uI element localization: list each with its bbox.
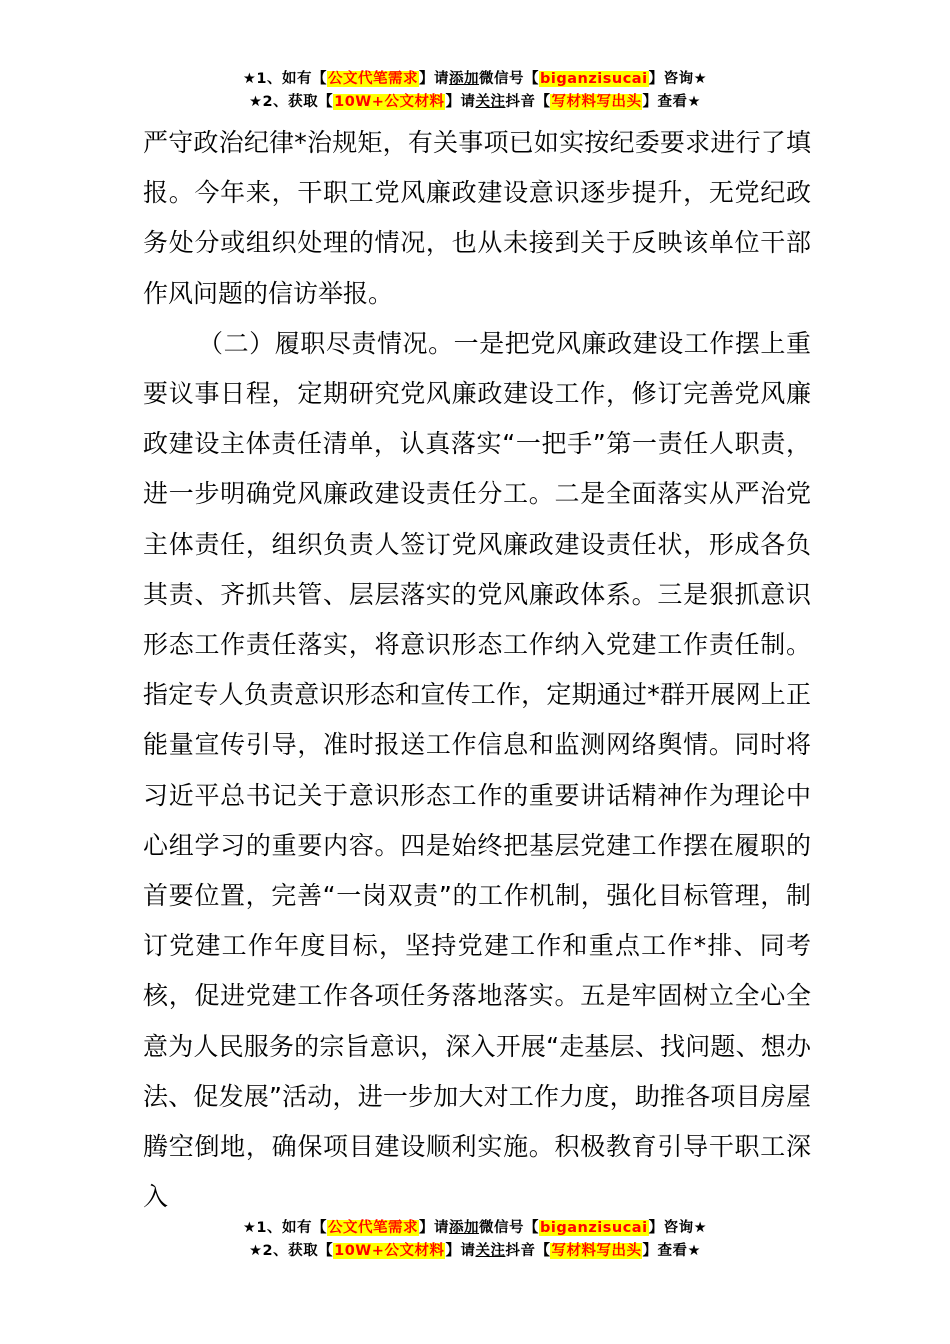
banner-highlight: 写材料写出头 (551, 94, 642, 110)
banner-text: 关注 (475, 94, 506, 110)
banner-text: 】请 (445, 1243, 476, 1259)
banner-text: 】请 (419, 71, 450, 87)
banner-text: ★2、获取【 (249, 94, 334, 110)
banner-text: 】咨询★ (648, 71, 708, 87)
banner-highlight: 10W+公文材料 (334, 1243, 445, 1259)
banner-line-2 (0, 91, 950, 114)
banner-text: 关注 (475, 1243, 506, 1259)
banner-text: 微信号【 (479, 71, 540, 87)
footer-banner (0, 1217, 950, 1263)
banner-highlight: 公文代笔需求 (328, 71, 419, 87)
banner-text: 】查看★ (642, 1243, 701, 1259)
banner-text: 抖音【 (505, 1243, 551, 1259)
banner-text: ★1、如有【 (242, 1220, 328, 1236)
banner-text: ★2、获取【 (249, 1243, 334, 1259)
header-banner (0, 68, 950, 114)
banner-line-1 (0, 1217, 950, 1240)
paragraph-1: 严守政治纪律*治规矩，有关事项已如实按纪委要求进行了填报。今年来，干职工党风廉政建设意识逐步提升，无党纪政务处分或组织处理的情况，也从未接到关于反映该单位干部作风问题的信访举报。 (143, 128, 811, 308)
banner-line-1 (0, 68, 950, 91)
banner-text: 】查看★ (642, 94, 701, 110)
banner-highlight: biganzisucai (540, 71, 648, 87)
banner-highlight: 公文代笔需求 (328, 1220, 419, 1236)
banner-text: 添加 (449, 1220, 480, 1236)
banner-text: 】咨询★ (648, 1220, 708, 1236)
banner-highlight: 写材料写出头 (551, 1243, 642, 1259)
banner-highlight: biganzisucai (540, 1220, 648, 1236)
banner-line-2 (0, 1240, 950, 1263)
banner-text: 添加 (449, 71, 480, 87)
banner-highlight: 10W+公文材料 (334, 94, 445, 110)
banner-text: 微信号【 (479, 1220, 540, 1236)
banner-text: 抖音【 (505, 94, 551, 110)
banner-text: ★1、如有【 (242, 71, 328, 87)
paragraph-2: （二）履职尽责情况。一是把党风廉政建设工作摆上重要议事日程，定期研究党风廉政建设工作，修订完善党风廉政建设主体责任清单，认真落实“一把手”第一责任人职责，进一步明确党风廉政建设责任分工。二是全面落实从严治党主体责任，组织负责人签订党风廉政建设责任状，形成各负其责、齐抓共管、层层落实的党风廉政体系。三是狠抓意识形态工作责任落实，将意识形态工作纳入党建工作责任制。指定专人负责意识形态和宣传工作，定期通过*群开展网上正能量宣传引导，准时报送工作信息和监测网络舆情。同时将习近平总书记关于意识形态工作的重要讲话精神作为理论中心组学习的重要内容。四是始终把基层党建工作摆在履职的首要位置，完善“一岗双责”的工作机制，强化目标管理，制订党建工作年度目标，坚持党建工作和重点工作*排、同考核，促进党建工作各项任务落地落实。五是牢固树立全心全意为人民服务的宗旨意识，深入开展“走基层、找问题、想办法、促发展”活动，进一步加大对工作力度，助推各项目房屋腾空倒地，确保项目建设顺利实施。积极教育引导干职工深入 (143, 328, 811, 1212)
banner-text: 】请 (419, 1220, 450, 1236)
banner-text: 】请 (445, 94, 476, 110)
document-body (143, 118, 811, 1222)
